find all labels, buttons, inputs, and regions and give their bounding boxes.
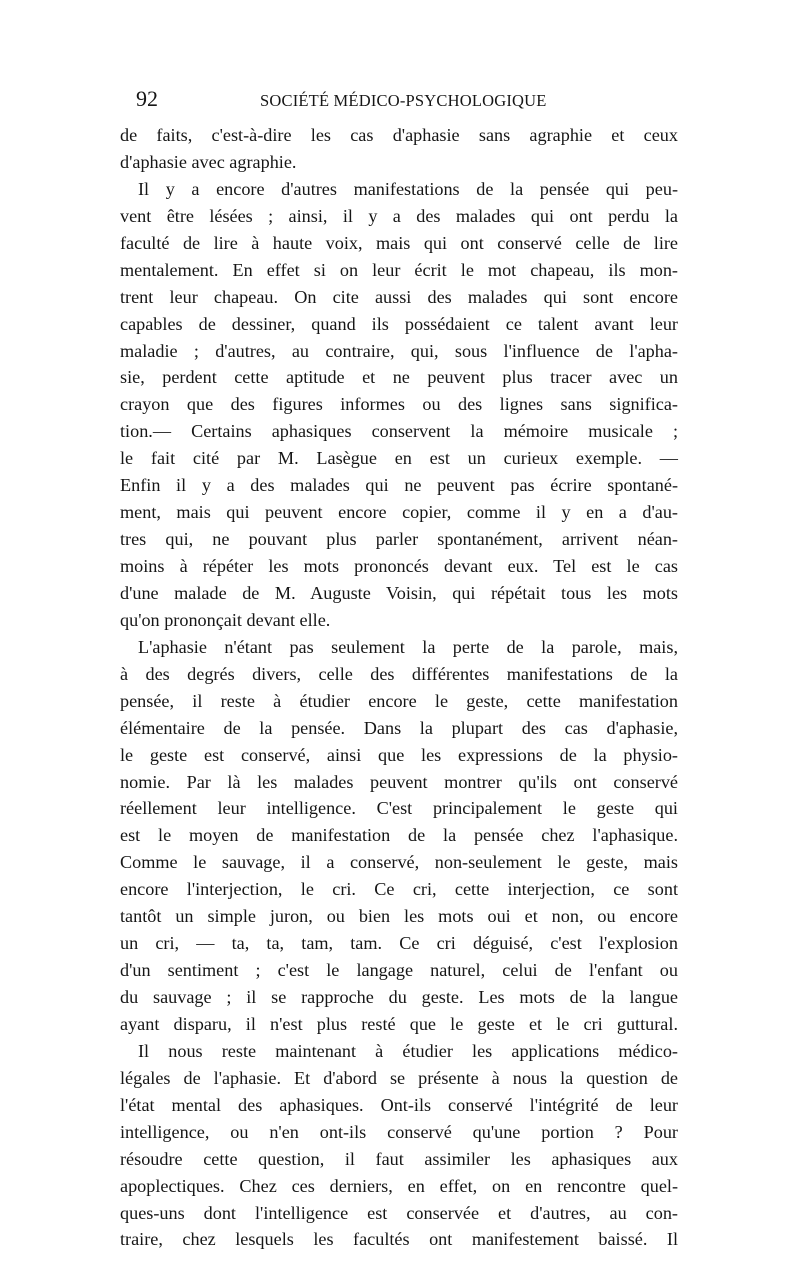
text-line: pensée, il reste à étudier encore le geste, cette manifestation xyxy=(120,690,678,711)
text-line: sie, perdent cette aptitude et ne peuvent plus tracer avec un xyxy=(120,367,678,388)
page-number: 92 xyxy=(136,86,158,111)
text-line: le fait cité par M. Lasègue en est un curieux exemple. — xyxy=(120,448,678,469)
text-line: nomie. Par là les malades peuvent montrer qu'ils ont conservé xyxy=(120,771,678,792)
text-line: Il y a encore d'autres manifestations de la pensée qui peu- xyxy=(138,178,678,199)
text-line: tion.— Certains aphasiques conservent la mémoire musicale ; xyxy=(120,421,678,442)
text-line: Comme le sauvage, il a conservé, non-seulement le geste, mais xyxy=(120,852,678,873)
text-line: L'aphasie n'étant pas seulement la perte de la parole, mais, xyxy=(138,636,678,657)
text-line: apoplectiques. Chez ces derniers, en effet, on en rencontre quel- xyxy=(120,1175,678,1196)
text-line: qu'on prononçait devant elle. xyxy=(120,609,331,630)
text-line: élémentaire de la pensée. Dans la plupart des cas d'aphasie, xyxy=(120,717,678,738)
text-line: est le moyen de manifestation de la pensée chez l'aphasique. xyxy=(120,825,678,846)
text-line: le geste est conservé, ainsi que les expressions de la physio- xyxy=(120,744,678,765)
text-line: encore l'interjection, le cri. Ce cri, cette interjection, ce sont xyxy=(120,879,678,900)
text-line: moins à répéter les mots prononcés devant eux. Tel est le cas xyxy=(120,556,678,576)
text-line: vent être lésées ; ainsi, il y a des malades qui ont perdu la xyxy=(120,205,678,226)
text-line: l'état mental des aphasiques. Ont-ils conservé l'intégrité de leur xyxy=(120,1094,678,1115)
text-line: d'un sentiment ; c'est le langage naturel, celui de l'enfant ou xyxy=(120,960,678,981)
text-line: Il nous reste maintenant à étudier les applications médico- xyxy=(138,1040,678,1061)
text-line: du sauvage ; il se rapproche du geste. Les mots de la langue xyxy=(120,987,678,1007)
text-line: intelligence, ou n'en ont-ils conservé qu'une portion ? Pour xyxy=(120,1121,678,1142)
text-line: traire, chez lesquels les facultés ont manifestement baissé. Il xyxy=(120,1229,678,1250)
text-line: d'une malade de M. Auguste Voisin, qui répétait tous les mots xyxy=(120,582,678,603)
page-header xyxy=(112,86,682,116)
text-line: crayon que des figures informes ou des lignes sans significa- xyxy=(120,394,678,415)
running-head: SOCIÉTÉ MÉDICO-PSYCHOLOGIQUE xyxy=(260,91,547,110)
text-line: Enfin il y a des malades qui ne peuvent pas écrire spontané- xyxy=(120,475,678,496)
text-line: réellement leur intelligence. C'est principalement le geste qui xyxy=(120,798,678,819)
text-line: ayant disparu, il n'est plus resté que le geste et le cri guttural. xyxy=(120,1013,678,1034)
text-line: tantôt un simple juron, ou bien les mots oui et non, ou encore xyxy=(120,906,678,927)
text-line: ment, mais qui peuvent encore copier, comme il y en a d'au- xyxy=(120,502,678,523)
text-line: de faits, c'est-à-dire les cas d'aphasie sans agraphie et ceux xyxy=(120,125,678,145)
text-line: maladie ; d'autres, au contraire, qui, sous l'influence de l'apha- xyxy=(120,340,678,361)
text-line: faculté de lire à haute voix, mais qui ont conservé celle de lire xyxy=(120,232,678,253)
text-line: mentalement. En effet si on leur écrit le mot chapeau, ils mon- xyxy=(120,259,678,280)
text-line: ques-uns dont l'intelligence est conservée et d'autres, au con- xyxy=(120,1202,678,1223)
text-line: légales de l'aphasie. Et d'abord se présente à nous la question de xyxy=(120,1067,678,1088)
text-line: un cri, — ta, ta, tam, tam. Ce cri déguisé, c'est l'explosion xyxy=(120,933,678,954)
text-line: trent leur chapeau. On cite aussi des malades qui sont encore xyxy=(120,286,678,307)
body-text xyxy=(120,122,678,1253)
text-line: à des degrés divers, celle des différentes manifestations de la xyxy=(120,663,678,684)
text-line: d'aphasie avec agraphie. xyxy=(120,151,297,172)
text-line: tres qui, ne pouvant plus parler spontanément, arrivent néan- xyxy=(120,529,678,550)
text-line: capables de dessiner, quand ils possédaient ce talent avant leur xyxy=(120,313,678,334)
text-line: résoudre cette question, il faut assimiler les aphasiques aux xyxy=(120,1148,678,1169)
